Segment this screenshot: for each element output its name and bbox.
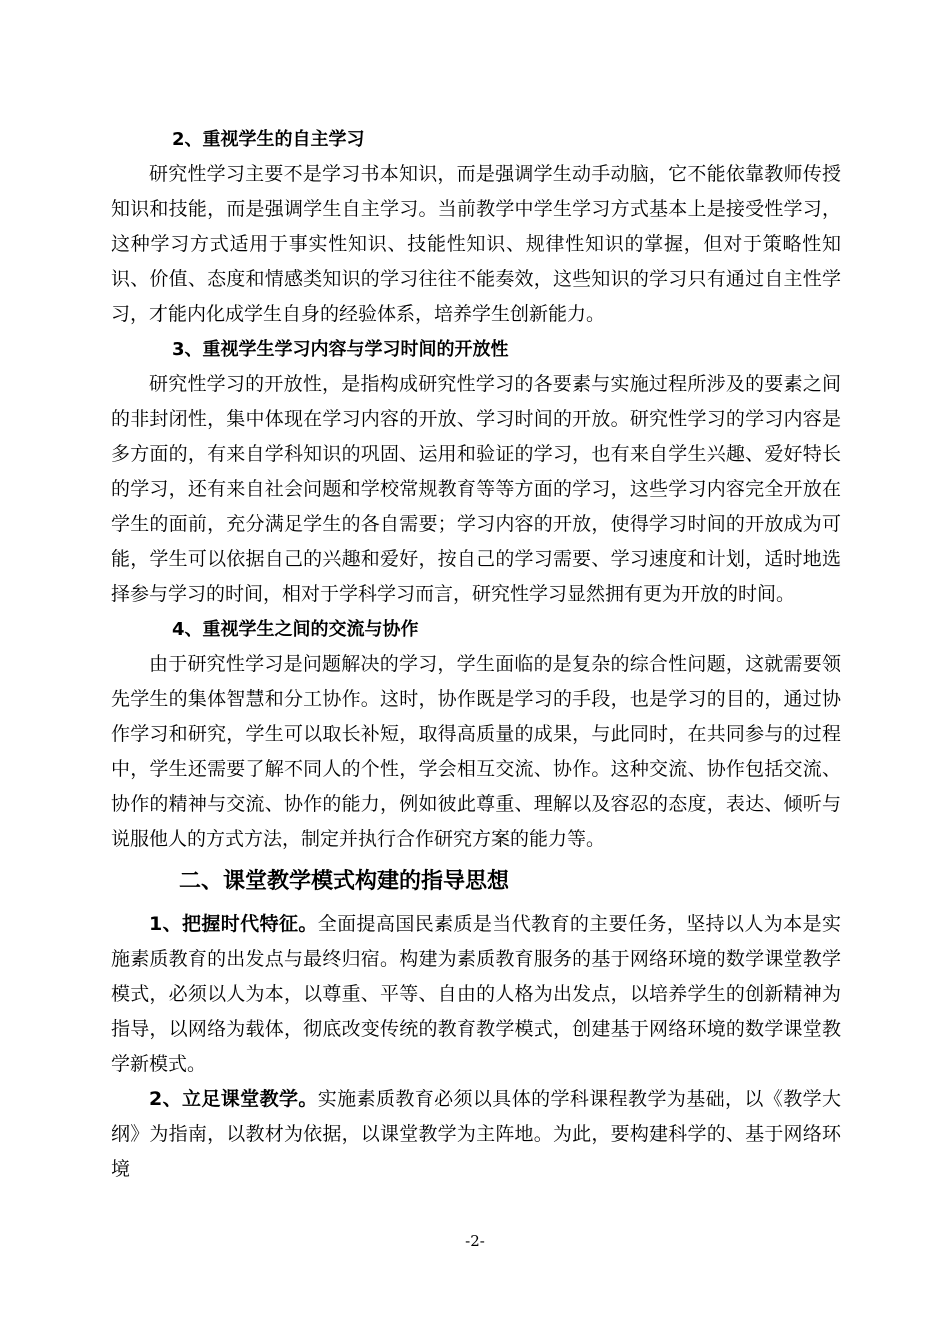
chapter-item-2-text: 实施素质教育必须以具体的学科课程教学为基础，以《教学大纲》为指南，以教材为依据，以课堂教学为主阵地。为此，要构建科学的、基于网络环境 bbox=[111, 1088, 841, 1180]
section-paragraph-2: 研究性学习主要不是学习书本知识，而是强调学生动手动脑，它不能依靠教师传授知识和技能，而是强调学生自主学习。当前教学中学生学习方式基本上是接受性学习，这种学习方式适用于事实性知识、技能性知识、规律性知识的掌握，但对于策略性知识、价值、态度和情感类知识的学习往往不能奏效，这些知识的学习只有通过自主性学习，才能内化成学生自身的经验体系，培养学生创新能力。 bbox=[111, 163, 841, 325]
chapter-item-1 bbox=[111, 907, 841, 1082]
chapter-heading: 二、课堂教学模式构建的指导思想 bbox=[179, 869, 510, 894]
section-heading-4: 4、重视学生之间的交流与协作 bbox=[172, 619, 419, 640]
chapter-item-1-text: 全面提高国民素质是当代教育的主要任务，坚持以人为本是实施素质教育的出发点与最终归宿。构建为素质教育服务的基于网络环境的数学课堂教学模式，必须以人为本，以尊重、平等、自由的人格为出发点，以培养学生的创新精神为指导，以网络为载体，彻底改变传统的教育教学模式，创建基于网络环境的数学课堂教学新模式。 bbox=[111, 913, 841, 1075]
chapter-item-1-lead: 1、把握时代特征。 bbox=[149, 913, 318, 935]
section-paragraph-4: 由于研究性学习是问题解决的学习，学生面临的是复杂的综合性问题，这就需要领先学生的集体智慧和分工协作。这时，协作既是学习的手段，也是学习的目的，通过协作学习和研究，学生可以取长补短，取得高质量的成果，与此同时，在共同参与的过程中，学生还需要了解不同人的个性，学会相互交流、协作。这种交流、协作包括交流、协作的精神与交流、协作的能力，例如彼此尊重、理解以及容忍的态度，表达、倾听与说服他人的方式方法，制定并执行合作研究方案的能力等。 bbox=[111, 653, 841, 850]
section-heading-2: 2、重视学生的自主学习 bbox=[172, 129, 365, 150]
chapter-item-2-lead: 2、立足课堂教学。 bbox=[149, 1088, 318, 1110]
section-paragraph-3: 研究性学习的开放性，是指构成研究性学习的各要素与实施过程所涉及的要素之间的非封闭性，集中体现在学习内容的开放、学习时间的开放。研究性学习的学习内容是多方面的，有来自学科知识的巩固、运用和验证的学习，也有来自学生兴趣、爱好特长的学习，还有来自社会问题和学校常规教育等等方面的学习，这些学习内容完全开放在学生的面前，充分满足学生的各自需要；学习内容的开放，使得学习时间的开放成为可能，学生可以依据自己的兴趣和爱好，按自己的学习需要、学习速度和计划，适时地选择参与学习的时间，相对于学科学习而言，研究性学习显然拥有更为开放的时间。 bbox=[111, 373, 841, 605]
chapter-item-2 bbox=[111, 1082, 841, 1187]
section-heading-3: 3、重视学生学习内容与学习时间的开放性 bbox=[172, 339, 509, 360]
page-number: -2- bbox=[465, 1232, 485, 1250]
page-content bbox=[111, 122, 841, 1187]
